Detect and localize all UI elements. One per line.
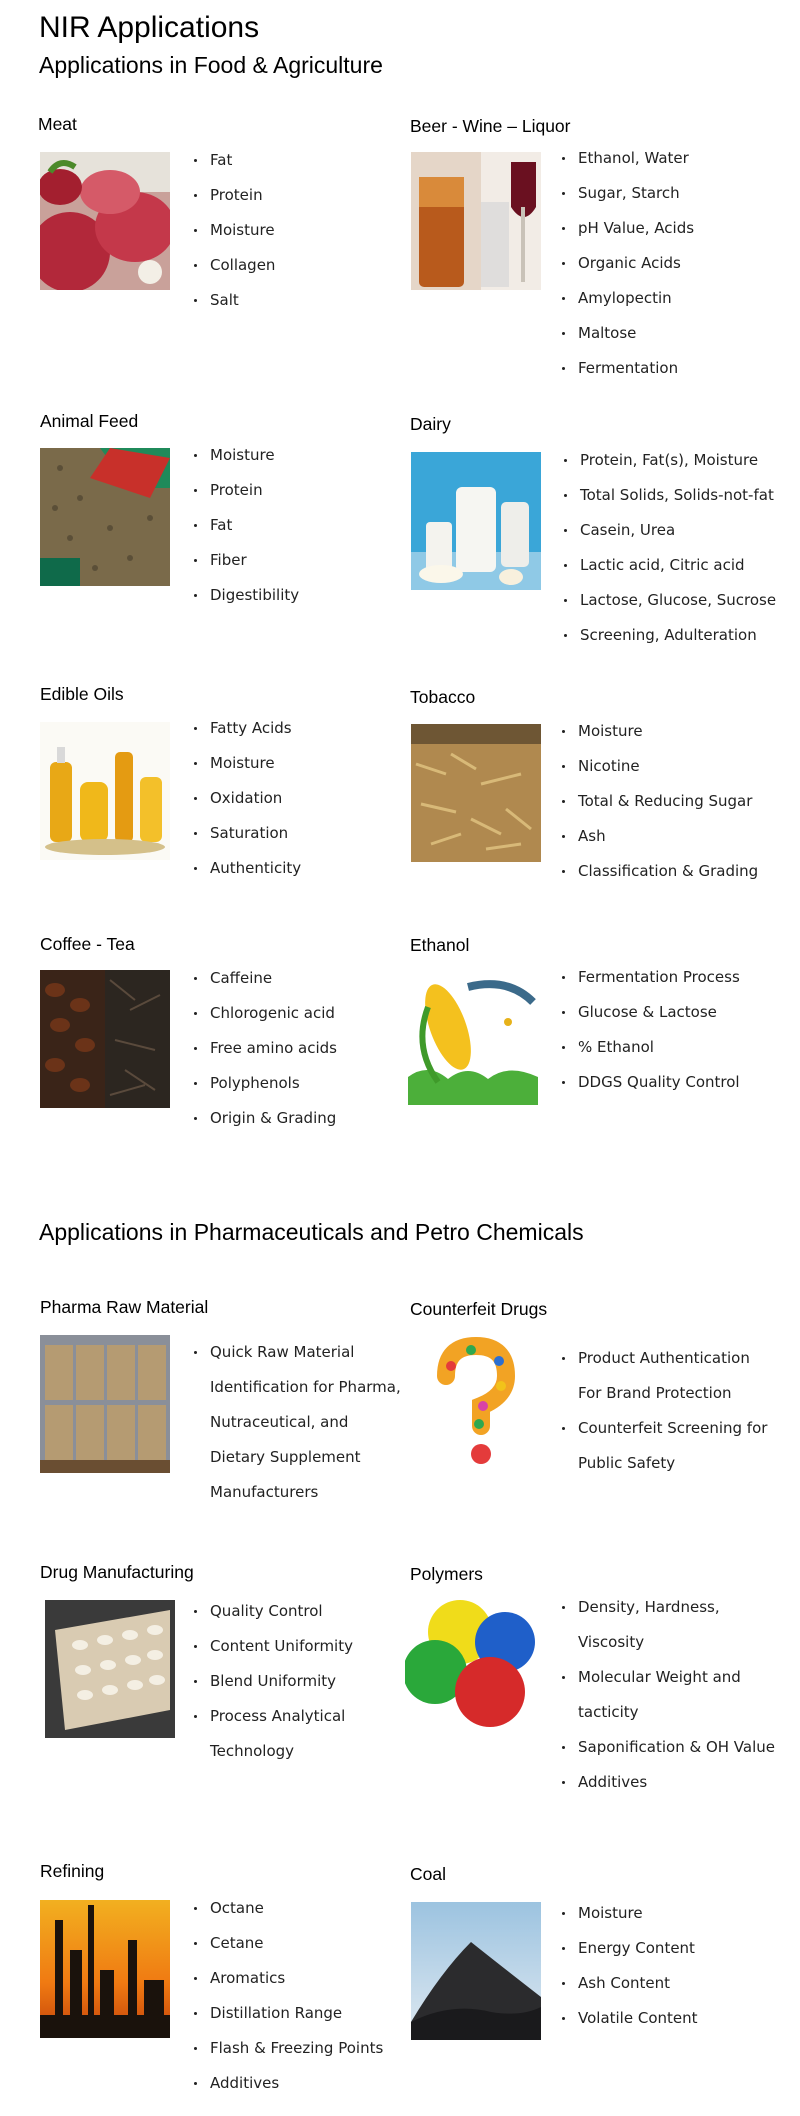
- section-title-pharma: Applications in Pharmaceuticals and Petro Chemicals: [39, 1219, 584, 1245]
- counterfeit-drugs-photo: [411, 1336, 541, 1474]
- list-item: Ethanol, Water: [561, 148, 694, 183]
- list-item: Distillation Range: [193, 2003, 383, 2038]
- card-title-meat: Meat: [38, 114, 77, 134]
- pharma-raw-material-list: [193, 1342, 401, 1517]
- card-title-tobacco: Tobacco: [410, 687, 476, 707]
- meat-list: [193, 150, 275, 325]
- list-item-continuation: tacticity: [578, 1703, 639, 1721]
- list-item: Ash Content: [561, 1973, 698, 2008]
- coffee-tea-list: [193, 968, 337, 1143]
- list-item: Lactic acid, Citric acid: [563, 555, 776, 590]
- list-item: Screening, Adulteration: [563, 625, 776, 660]
- list-item: Polyphenols: [193, 1073, 337, 1108]
- card-title-coffee-tea: Coffee - Tea: [40, 934, 135, 954]
- pharma-raw-material-photo: [40, 1335, 170, 1473]
- edible-oils-photo: [40, 722, 170, 860]
- drug-manufacturing-photo: [45, 1600, 175, 1738]
- list-item: Fiber: [193, 550, 299, 585]
- card-title-polymers: Polymers: [410, 1564, 483, 1584]
- list-item: Organic Acids: [561, 253, 694, 288]
- list-item: Digestibility: [193, 585, 299, 620]
- section-title-food: Applications in Food & Agriculture: [39, 52, 383, 78]
- list-item: Amylopectin: [561, 288, 694, 323]
- ethanol-photo: [408, 967, 538, 1105]
- card-title-drug-manufacturing: Drug Manufacturing: [40, 1562, 194, 1582]
- list-item-continuation: Viscosity: [578, 1633, 645, 1651]
- card-title-beer-wine-liquor: Beer - Wine – Liquor: [410, 116, 571, 136]
- list-item: Product Authentication: [561, 1348, 767, 1383]
- list-item: Density, Hardness,: [561, 1597, 775, 1632]
- coal-photo: [411, 1902, 541, 2040]
- list-item: DDGS Quality Control: [561, 1072, 740, 1107]
- card-title-ethanol: Ethanol: [410, 935, 470, 955]
- list-item: Sugar, Starch: [561, 183, 694, 218]
- list-item: Nicotine: [561, 756, 758, 791]
- list-item: Fermentation: [561, 358, 694, 393]
- list-item: Fat: [193, 515, 299, 550]
- list-item-continuation: Technology: [210, 1742, 295, 1760]
- list-item: Octane: [193, 1898, 383, 1933]
- list-item-continuation: Dietary Supplement: [210, 1448, 361, 1466]
- list-item: Origin & Grading: [193, 1108, 337, 1143]
- list-item: Moisture: [561, 721, 758, 756]
- list-item: Energy Content: [561, 1938, 698, 1973]
- list-item: Volatile Content: [561, 2008, 698, 2043]
- list-item: pH Value, Acids: [561, 218, 694, 253]
- list-item: Protein: [193, 185, 275, 220]
- list-item-continuation: For Brand Protection: [578, 1384, 732, 1402]
- list-item: Classification & Grading: [561, 861, 758, 896]
- list-item: Molecular Weight and: [561, 1667, 775, 1702]
- list-item: Saturation: [193, 823, 301, 858]
- refining-list: [193, 1898, 383, 2108]
- card-title-edible-oils: Edible Oils: [40, 684, 124, 704]
- list-item: Fatty Acids: [193, 718, 301, 753]
- list-item-continuation: Public Safety: [578, 1454, 676, 1472]
- list-item-continuation: Manufacturers: [210, 1483, 319, 1501]
- list-item: Quality Control: [193, 1601, 353, 1636]
- list-item-continuation: Identification for Pharma,: [210, 1378, 401, 1396]
- list-item: Fat: [193, 150, 275, 185]
- list-item: Aromatics: [193, 1968, 383, 2003]
- card-title-counterfeit-drugs: Counterfeit Drugs: [410, 1299, 548, 1319]
- list-item: Fermentation Process: [561, 967, 740, 1002]
- card-title-pharma-raw-material: Pharma Raw Material: [40, 1297, 209, 1317]
- list-item: Flash & Freezing Points: [193, 2038, 383, 2073]
- card-title-refining: Refining: [40, 1861, 105, 1881]
- list-item: Moisture: [561, 1903, 698, 1938]
- meat-photo: [40, 152, 170, 290]
- list-item: % Ethanol: [561, 1037, 740, 1072]
- list-item-continuation: Nutraceutical, and: [210, 1413, 349, 1431]
- tobacco-photo: [411, 724, 541, 862]
- list-item: Ash: [561, 826, 758, 861]
- list-item: Total & Reducing Sugar: [561, 791, 758, 826]
- list-item: Oxidation: [193, 788, 301, 823]
- list-item: Quick Raw Material: [193, 1342, 401, 1377]
- coffee-tea-photo: [40, 970, 170, 1108]
- list-item: Counterfeit Screening for: [561, 1418, 767, 1453]
- tobacco-list: [561, 721, 758, 896]
- counterfeit-drugs-list: [561, 1348, 767, 1488]
- list-item: Authenticity: [193, 858, 301, 893]
- edible-oils-list: [193, 718, 301, 893]
- list-item: Moisture: [193, 445, 299, 480]
- list-item: Protein: [193, 480, 299, 515]
- list-item: Glucose & Lactose: [561, 1002, 740, 1037]
- liquor-list: [561, 148, 694, 393]
- ethanol-list: [561, 967, 740, 1107]
- list-item: Process Analytical: [193, 1706, 353, 1741]
- polymers-photo: [405, 1597, 535, 1735]
- list-item: Casein, Urea: [563, 520, 776, 555]
- animal-feed-photo: [40, 448, 170, 586]
- liquor-photo: [411, 152, 541, 290]
- list-item: Maltose: [561, 323, 694, 358]
- list-item: Moisture: [193, 220, 275, 255]
- list-item: Caffeine: [193, 968, 337, 1003]
- card-title-dairy: Dairy: [410, 414, 451, 434]
- list-item: Additives: [561, 1772, 775, 1807]
- list-item: Free amino acids: [193, 1038, 337, 1073]
- list-item: Content Uniformity: [193, 1636, 353, 1671]
- list-item: Total Solids, Solids-not-fat: [563, 485, 776, 520]
- list-item: Saponification & OH Value: [561, 1737, 775, 1772]
- page-title: NIR Applications: [39, 11, 260, 44]
- polymers-list: [561, 1597, 775, 1807]
- list-item: Cetane: [193, 1933, 383, 1968]
- list-item: Lactose, Glucose, Sucrose: [563, 590, 776, 625]
- list-item: Protein, Fat(s), Moisture: [563, 450, 776, 485]
- card-title-animal-feed: Animal Feed: [40, 411, 139, 431]
- list-item: Salt: [193, 290, 275, 325]
- list-item: Collagen: [193, 255, 275, 290]
- animal-feed-list: [193, 445, 299, 620]
- card-title-coal: Coal: [410, 1864, 446, 1884]
- coal-list: [561, 1903, 698, 2043]
- dairy-photo: [411, 452, 541, 590]
- list-item: Chlorogenic acid: [193, 1003, 337, 1038]
- list-item: Additives: [193, 2073, 383, 2108]
- refining-photo: [40, 1900, 170, 2038]
- drug-manufacturing-list: [193, 1601, 353, 1776]
- dairy-list: [563, 450, 776, 660]
- list-item: Blend Uniformity: [193, 1671, 353, 1706]
- list-item: Moisture: [193, 753, 301, 788]
